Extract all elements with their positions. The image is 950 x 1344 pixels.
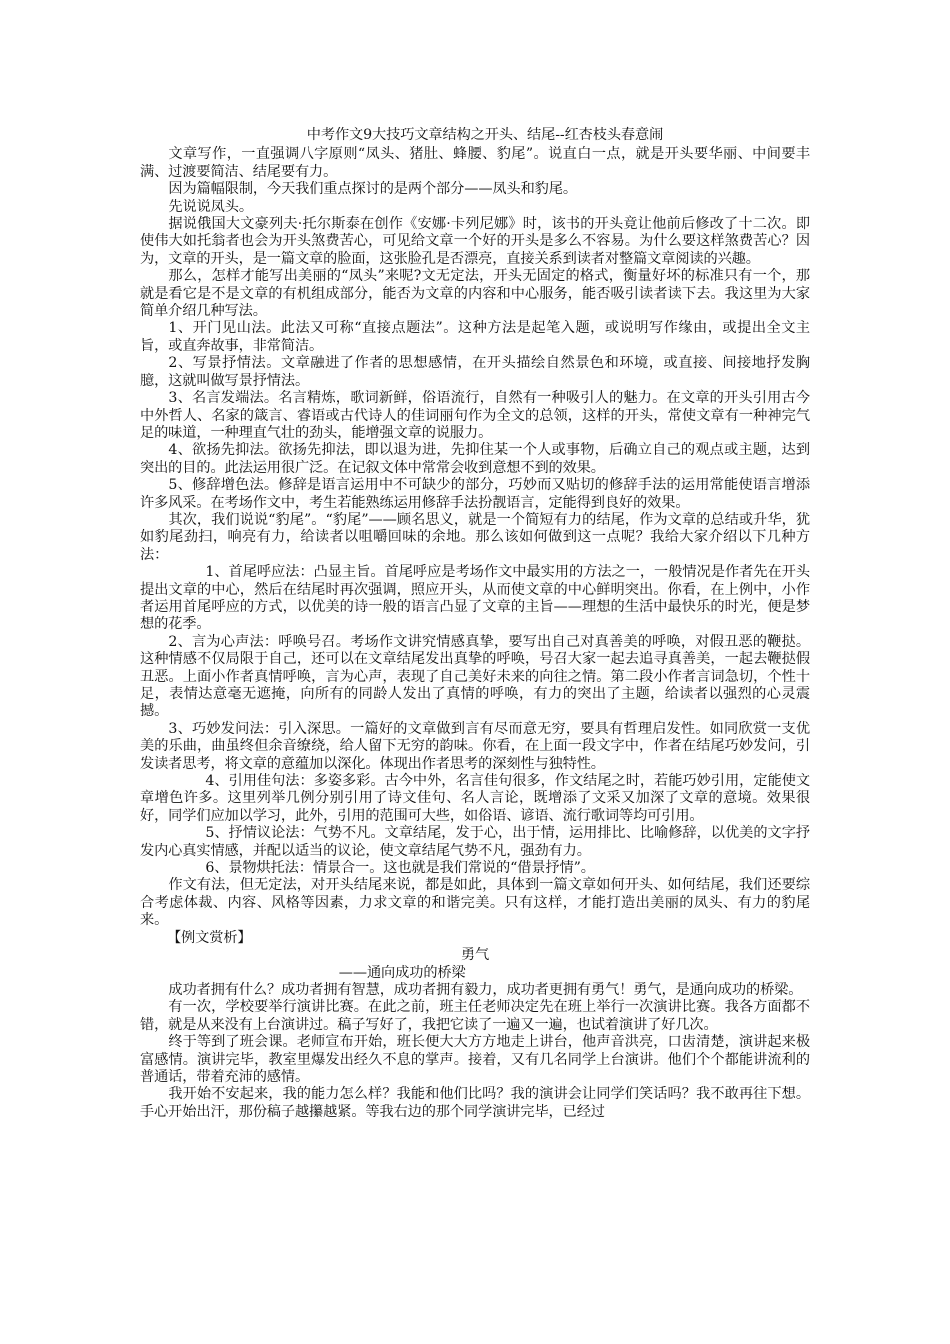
body-paragraph: 4、引用佳句法：多姿多彩。古今中外，名言佳句很多，作文结尾之时，若能巧妙引用，定能使文章增色许多。这里列举几例分别引用了诗文佳句、名人言论，既增添了文采又加深了文章的意境。效果很好，同学们应加以学习，此外，引用的范围可大些，如俗语、谚语、流行歌词等均可引用。	[140, 773, 810, 824]
essay-paragraph: 我开始不安起来，我的能力怎么样？我能和他们比吗？我的演讲会让同学们笑话吗？我不敢再往下想。手心开始出汗，那份稿子越攥越紧。等我右边的那个同学演讲完毕，已经过	[140, 1086, 810, 1120]
body-paragraph: 文章写作，一直强调八字原则“凤头、猪肚、蜂腰、豹尾”。说直白一点，就是开头要华丽、中间要丰满、过渡要简洁、结尾要有力。	[140, 146, 810, 180]
example-label: 【例文赏析】	[166, 929, 252, 946]
body-paragraph: 2、言为心声法：呼唤号召。考场作文讲究情感真挚，要写出自己对真善美的呼唤，对假丑恶的鞭挞。这种情感不仅局限于自己，还可以在文章结尾发出真挚的呼唤，号召大家一起去追寻真善美，一起去鞭挞假丑恶。上面小作者真情呼唤，言为心声，表现了自己美好未来的向往之情。第二段小作者言词急切，个性十足，表情达意毫无遮掩，向所有的同龄人发出了真情的呼唤，有力的突出了主题，给读者以强烈的心灵震撼。	[140, 633, 810, 720]
document-body	[140, 146, 810, 929]
body-paragraph: 3、名言发端法。名言精炼，歌词新鲜，俗语流行，自然有一种吸引人的魅力。在文章的开头引用古今中外哲人、名家的箴言、睿语或古代诗人的佳词丽句作为全文的总领，这样的开头，常使文章有一种神完气足的味道，一种理直气壮的劲头，能增强文章的说服力。	[140, 390, 810, 441]
essay-body	[140, 982, 810, 1121]
body-paragraph: 先说说凤头。	[168, 198, 253, 215]
body-paragraph: 那么，怎样才能写出美丽的“凤头”来呢?文无定法，开头无固定的格式，衡量好坏的标准只有一个，那就是看它是不是文章的有机组成部分，能否为文章的内容和中心服务，能否吸引读者读下去。我这里为大家简单介绍几种写法。	[140, 268, 810, 320]
body-paragraph: 2、写景抒情法。文章融进了作者的思想感情，在开头描绘自然景色和环境，或直接、间接地抒发胸臆，这就叫做写景抒情法。	[140, 355, 810, 389]
essay-title: 勇气	[460, 947, 490, 964]
body-paragraph: 其次，我们说说“豹尾”。“豹尾”——顾名思义，就是一个简短有力的结尾，作为文章的总结或升华，犹如豹尾劲扫，响亮有力，给读者以咀嚼回味的余地。那么该如何做到这一点呢？我给大家介绍以下几种方法：	[140, 511, 810, 563]
body-paragraph: 作文有法，但无定法，对开头结尾来说，都是如此，具体到一篇文章如何开头、如何结尾，我们还要综合考虑体裁、内容、风格等因素，力求文章的和谐完美。只有这样，才能打造出美丽的凤头、有力的豹尾来。	[140, 877, 810, 929]
body-paragraph: 3、巧妙发问法：引入深思。一篇好的文章做到言有尽而意无穷，要具有哲理启发性。如同欣赏一支优美的乐曲，曲虽终但余音缭绕，给人留下无穷的韵味。你看，在上面一段文字中，作者在结尾巧妙发问，引发读者思考，将文章的意蕴加以深化。体现出作者思考的深刻性与独特性。	[140, 720, 810, 772]
body-paragraph: 4、欲扬先抑法。欲扬先抑法，即以退为进，先抑住某一个人或事物，后确立自己的观点或主题，达到突出的目的。此法运用很广泛。在记叙文体中常常会收到意想不到的效果。	[140, 442, 810, 476]
essay-subtitle: ——通向成功的桥梁	[338, 964, 466, 981]
body-paragraph: 因为篇幅限制，今天我们重点探讨的是两个部分——凤头和豹尾。	[168, 181, 577, 198]
essay-paragraph: 有一次，学校要举行演讲比赛。在此之前，班主任老师决定先在班上举行一次演讲比赛。我各方面都不错，就是从来没有上台演讲过。稿子写好了，我把它读了一遍又一遍，也试着演讲了好几次。	[140, 999, 810, 1033]
body-paragraph: 1、开门见山法。此法又可称“直接点题法”。这种方法是起笔入题，或说明写作缘由，或提出全文主旨，或直奔故事，非常简洁。	[140, 320, 810, 354]
essay-paragraph: 终于等到了班会课。老师宣布开始，班长便大大方方地走上讲台，他声音洪亮，口齿清楚，演讲起来极富感情。演讲完毕，教室里爆发出经久不息的掌声。接着，又有几名同学上台演讲。他们个个都能讲流利的普通话，带着充沛的感情。	[140, 1034, 810, 1085]
essay-paragraph: 成功者拥有什么？成功者拥有智慧，成功者拥有毅力，成功者更拥有勇气！勇气，是通向成功的桥梁。	[168, 981, 803, 998]
body-paragraph: 5、修辞增色法。修辞是语言运用中不可缺少的部分，巧妙而又贴切的修辞手法的运用常能使语言增添许多风采。在考场作文中，考生若能熟练运用修辞手法扮靓语言，定能得到良好的效果。	[140, 477, 810, 511]
body-paragraph: 6、景物烘托法：情景合一。这也就是我们常说的“借景抒情”。	[205, 860, 595, 877]
body-paragraph: 5、抒情议论法：气势不凡。文章结尾，发于心，出于情，运用排比、比喻修辞，以优美的文字抒发内心真实情感，并配以适当的议论，使文章结尾气势不凡，强劲有力。	[140, 825, 810, 859]
document-title: 中考作文9大技巧文章结构之开头、结尾--红杏枝头春意闹	[306, 127, 664, 143]
document-page	[140, 127, 810, 1121]
body-paragraph: 据说俄国大文豪列夫·托尔斯泰在创作《安娜·卡列尼娜》时，该书的开头竟让他前后修改了十二次。即使伟大如托翁者也会为开头煞费苦心，可见给文章一个好的开头是多么不容易。为什么要这样煞费苦心？因为，文章的开头，是一篇文章的脸面，这张脸孔是否漂亮，直接关系到读者对整篇文章阅读的兴趣。	[140, 216, 810, 267]
body-paragraph: 1、首尾呼应法：凸显主旨。首尾呼应是考场作文中最实用的方法之一，一般情况是作者先在开头提出文章的中心，然后在结尾时再次强调，照应开头，从而使文章的中心鲜明突出。你看，在上例中，小作者运用首尾呼应的方式，以优美的诗一般的语言凸显了文章的主旨——理想的生活中最快乐的时光，便是梦想的花季。	[140, 564, 810, 633]
